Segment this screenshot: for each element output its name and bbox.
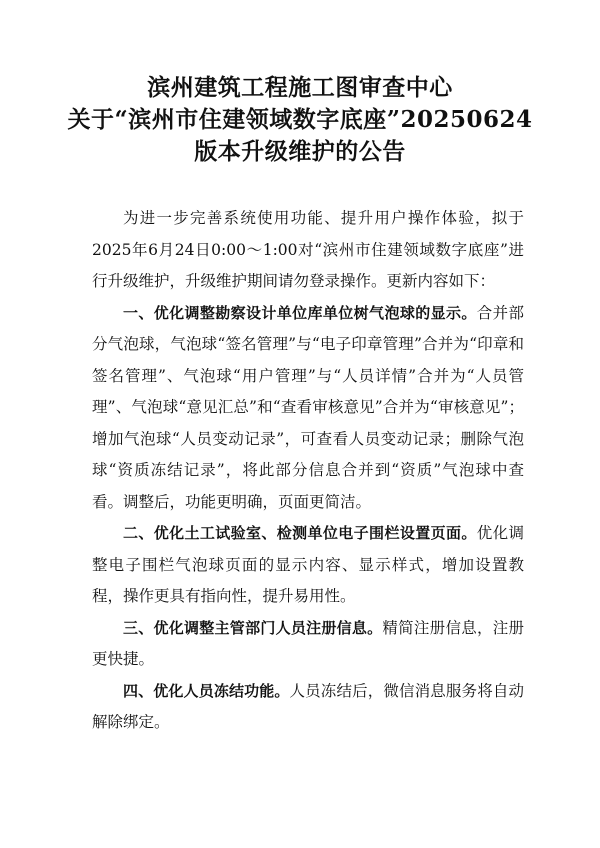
title-line-1: 滨州建筑工程施工图审查中心 bbox=[147, 74, 453, 101]
item-text-3: 精简注册信息，注册更快捷。 bbox=[92, 618, 524, 668]
item-text-4: 人员冻结后，微信消息服务将自动解除绑定。 bbox=[92, 681, 524, 731]
announcement-body bbox=[92, 203, 524, 739]
intro-paragraph: 为进一步完善系统使用功能、提升用户操作体验，拟于2025年6月24日0:00～1:00对“滨州市住建领域数字底座”进行升级维护，升级维护期间请勿登录操作。更新内容如下： bbox=[92, 209, 524, 290]
item-paragraph-2 bbox=[92, 518, 524, 613]
item-heading-2: 二、优化土工试验室、检测单位电子围栏设置页面。 bbox=[123, 524, 477, 542]
announcement-title bbox=[0, 72, 600, 168]
item-heading-3: 三、优化调整主管部门人员注册信息。 bbox=[123, 618, 383, 637]
item-paragraph-1 bbox=[92, 298, 524, 519]
item-text-2: 优化调整电子围栏气泡球页面的显示内容、显示样式，增加设置教程，操作更具有指向性，提升易用性。 bbox=[92, 524, 524, 605]
item-heading-4: 四、优化人员冻结功能。 bbox=[123, 681, 290, 700]
item-heading-1: 一、优化调整勘察设计单位库单位树气泡球的显示。 bbox=[123, 303, 477, 322]
title-line-3: 版本升级维护的公告 bbox=[194, 138, 406, 165]
item-text-1: 合并部分气泡球，气泡球“签名管理”与“电子印章管理”合并为“印章和签名管理”、气泡球“用户管理”与“人员详情”合并为“人员管理”、气泡球“意见汇总”和“查看审核意见”合并为“审核意见”；增加气泡球“人员变动记录”，可查看人员变动记录；删除气泡球“资质冻结记录”，将此部分信息合并到“资质”气泡球中查看。调整后，功能更明确，页面更简洁。 bbox=[92, 303, 524, 511]
item-paragraph-3 bbox=[92, 613, 524, 676]
title-line-2: 关于“滨州市住建领域数字底座”20250624 bbox=[67, 106, 533, 133]
item-paragraph-4 bbox=[92, 676, 524, 739]
